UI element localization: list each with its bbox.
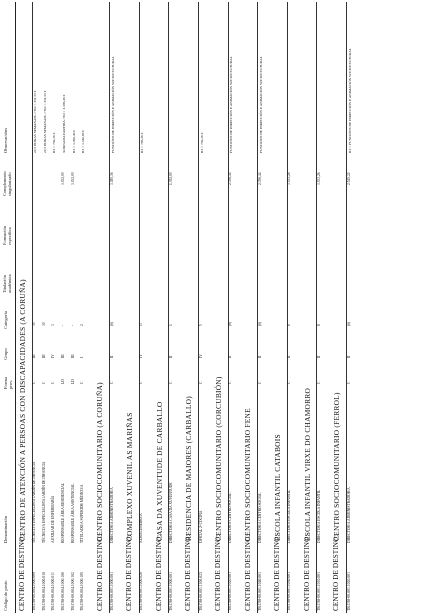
observations: B.I = 1.396,46 € bbox=[71, 130, 76, 153]
category: 5 bbox=[198, 324, 203, 326]
provision-form: C bbox=[228, 381, 233, 384]
provision-form: LD bbox=[61, 379, 65, 384]
header-denominacion: Denominación bbox=[3, 515, 8, 543]
complement: 3.032,00 bbox=[70, 172, 75, 185]
observations: FUNCIÓNS DE DIRECCIÓN E ANIMACIÓN SOCIOCULTURAL bbox=[258, 56, 263, 153]
complement: 3.533,26 bbox=[287, 172, 292, 185]
group: IV bbox=[139, 354, 144, 358]
center-name: ESCOLA INFANTIL VIRXE DO CHAMORRO bbox=[302, 387, 312, 541]
header-complemento: Complemento singularizado bbox=[2, 171, 12, 196]
center-name: COMPLEXO XUVENIL AS MARIÑAS bbox=[124, 412, 134, 541]
complement: 3.032,00 bbox=[61, 172, 65, 185]
center-name: CENTRO SOCIOCOMUNITARIO FENE bbox=[243, 408, 253, 541]
denomination: DIRECTOR/A ESCOLA INFANTIL bbox=[287, 489, 292, 543]
complement: 1.392,00 bbox=[169, 172, 173, 185]
header-categoria: Categoría bbox=[3, 311, 8, 329]
complement: 3.385,36 bbox=[109, 172, 114, 185]
center-name: CENTRO DE ATENCIÓN A PERSOAS CON DISCAPACIDADES (A CORUÑA) bbox=[17, 279, 27, 541]
post-code: TR.C98-00.001.1100.023 bbox=[198, 572, 203, 611]
provision-form: C bbox=[257, 381, 262, 384]
category: 2 bbox=[80, 324, 85, 326]
category: 8 bbox=[317, 324, 321, 326]
category: 1 bbox=[169, 324, 173, 326]
category: 3 bbox=[51, 324, 56, 326]
denomination: DIRECTOR/A CENTRO SOCIAL bbox=[228, 492, 233, 543]
header-observacions: Observacións bbox=[3, 127, 8, 153]
denomination: DIRECTOR/A CASA DA XUVENTUDE bbox=[169, 482, 173, 543]
group: II bbox=[317, 355, 321, 358]
post-code: TR.C98-00.004.1000.009 bbox=[32, 571, 37, 611]
center-label: CENTRO DE DESTINO: bbox=[302, 534, 311, 611]
provision-form: C bbox=[287, 381, 292, 384]
denomination: RESPONSABLE ÁREA RESIDENCIAL bbox=[61, 482, 65, 543]
observations: B.I = FUNCIÓNS DE DIRECCIÓN E ANIMACIÓN SOCIOCULTURAL bbox=[347, 48, 352, 153]
denomination: RESPONSABLE ÁREA ASISTENCIAL bbox=[70, 483, 75, 543]
group: III bbox=[61, 354, 65, 358]
denomination: TITULADO/A SUPERIOR MÉDICO/A bbox=[80, 484, 85, 543]
category: 30 bbox=[41, 322, 46, 326]
complement: 2.356,44 bbox=[228, 172, 233, 185]
header-divider bbox=[15, 2, 16, 613]
category: - bbox=[61, 324, 65, 326]
group: III bbox=[41, 354, 46, 358]
denomination: TÉCNICO/A ESPECIALISTA JARDÍN DE INFANCIA bbox=[41, 461, 46, 543]
category: (6) bbox=[109, 321, 114, 326]
category: (6) bbox=[346, 321, 351, 326]
observations: B.I = 792,26 € bbox=[199, 132, 204, 153]
observations: XORNADA PARTIDA / B.I = 1.396,46 € bbox=[62, 94, 66, 153]
post-code: TR.C98-00.001.1000.001 bbox=[109, 571, 114, 611]
denomination: DIRECTOR/A ADMINISTRADOR/A bbox=[109, 487, 114, 543]
group: II bbox=[228, 355, 233, 358]
provision-form: C bbox=[51, 381, 56, 384]
observations: 22,5 HORAS SEMANAIS. // B.I = 351,55 € bbox=[42, 90, 47, 153]
denomination: DIRECTOR/A ESCOLA INFANTIL bbox=[317, 489, 321, 543]
observations: 22,5 HORAS SEMANAIS. // B.I = 351,55 € bbox=[33, 90, 38, 153]
center-label: CENTRO DE DESTINO: bbox=[332, 534, 341, 611]
denomination: ALMACENEIRO/A bbox=[139, 513, 144, 543]
center-name: CENTRO SOCIOCOMUNITARIO (A CORUÑA) bbox=[95, 382, 105, 541]
center-label: CENTRO DE DESTINO: bbox=[18, 534, 26, 611]
header-titulacion: Titulación académica bbox=[2, 274, 12, 293]
group: I bbox=[80, 356, 85, 358]
center-name: CENTRO SOCIOCOMUNITARIO (FERROL) bbox=[332, 392, 342, 541]
provision-form: C bbox=[346, 381, 351, 384]
center-name: RESIDENCIA DE MAIORES (CARBALLO) bbox=[184, 396, 194, 541]
post-code: TR.C98-00.001.1000.001 bbox=[169, 571, 173, 611]
group: II bbox=[169, 355, 173, 358]
group: II bbox=[109, 355, 114, 358]
category: (6) bbox=[257, 321, 262, 326]
center-label: CENTRO DE DESTINO: bbox=[273, 534, 282, 611]
post-code: TR.C98-00.004.1000.010 bbox=[41, 571, 46, 611]
post-code: TR.C98-00.001.1040.001 bbox=[257, 571, 262, 611]
provision-form: C bbox=[41, 381, 46, 384]
category: - bbox=[70, 324, 75, 326]
header-code: Código do posto bbox=[3, 580, 8, 611]
center-label: CENTRO DE DESTINO: bbox=[184, 534, 193, 611]
center-name: CASA DA XUVENTUDE DE CARBALLO bbox=[154, 401, 164, 541]
center-label: CENTRO DE DESTINO: bbox=[243, 534, 252, 611]
denomination: DIRECTOR/A CENTRO SOCIAL bbox=[257, 492, 262, 543]
post-code: TR.C98-00.001.1000.026 bbox=[139, 571, 144, 611]
post-code: TR.C98-00.001.1030.001 bbox=[287, 571, 292, 611]
provision-form: C bbox=[139, 381, 144, 384]
post-code: TR.C98-00.004.1000.106 bbox=[61, 571, 65, 611]
post-code: TR.C98-00.004.1000.102 bbox=[70, 571, 75, 611]
group: II bbox=[257, 355, 262, 358]
provision-form: C bbox=[32, 381, 37, 384]
post-code: TR.C98-00.001.1010.001 bbox=[317, 571, 321, 611]
complement: 2.545,22 bbox=[346, 172, 351, 185]
header-grupo: Grupo bbox=[3, 348, 8, 360]
complement: 2.356,44 bbox=[257, 172, 262, 185]
denomination: AUXILIAR DE ENFERMARÍA bbox=[51, 495, 56, 543]
provision-form: C bbox=[80, 381, 85, 384]
group: III bbox=[32, 354, 37, 358]
group: IV bbox=[198, 354, 203, 358]
complement: 3.533,26 bbox=[317, 172, 321, 185]
observations: FUNCIÓNS DE DIRECCIÓN E ANIMACIÓN SOCIOCULTURAL bbox=[229, 56, 234, 153]
center-label: CENTRO DE DESTINO: bbox=[214, 534, 222, 611]
group: III bbox=[70, 354, 75, 358]
denomination: TÉCNICO/A ESPECIALISTA JARDÍN DE INFANCIA bbox=[32, 461, 37, 543]
center-label: CENTRO DE DESTINO: bbox=[125, 534, 134, 611]
provision-form: C bbox=[198, 381, 203, 384]
post-code: TR.C98-00.004.1000.105 bbox=[80, 571, 85, 611]
category: (6) bbox=[228, 321, 233, 326]
category: 17 bbox=[139, 322, 144, 326]
observations: B.I = 792,26 € bbox=[52, 132, 57, 153]
header-forma: Forma prov. bbox=[3, 377, 14, 389]
category: 30 bbox=[32, 322, 37, 326]
post-code: TR.C98-00.004.1000.011 bbox=[51, 572, 56, 611]
provision-form: C bbox=[169, 381, 173, 384]
provision-form: C bbox=[109, 381, 114, 384]
observations: B.I = 798,36 € bbox=[140, 132, 145, 153]
group: II bbox=[287, 355, 292, 358]
observations: FUNCIÓNS DE DIRECCIÓN E ANIMACIÓN SOCIOCULTURAL bbox=[110, 56, 115, 153]
provision-form: C bbox=[317, 381, 321, 384]
group: II bbox=[346, 355, 351, 358]
denomination: DIRECTOR/A ADMINISTRADOR/A bbox=[346, 487, 351, 543]
center-name: CENTRO SOCIOCOMUNITARIO (CORCUBIÓN) bbox=[213, 376, 223, 541]
group: IV bbox=[51, 354, 56, 358]
denomination: OFICIAL 2ª COCIÑA bbox=[198, 510, 203, 543]
category: 8 bbox=[287, 324, 292, 326]
center-label: CENTRO DE DESTINO: bbox=[95, 534, 104, 611]
provision-form: LD bbox=[70, 379, 75, 384]
post-code: TR.C98-00.001.1020.001 bbox=[346, 571, 351, 611]
center-label: CENTRO DE DESTINO: bbox=[154, 534, 163, 611]
observations: B.I = 1.340,06 € bbox=[81, 130, 86, 153]
header-formacion: Formación específica bbox=[2, 225, 12, 245]
center-name: ESCOLA INFANTIL CATABOIS bbox=[272, 434, 282, 541]
post-code: TR.C98-00.001.1020.001 bbox=[228, 571, 233, 611]
